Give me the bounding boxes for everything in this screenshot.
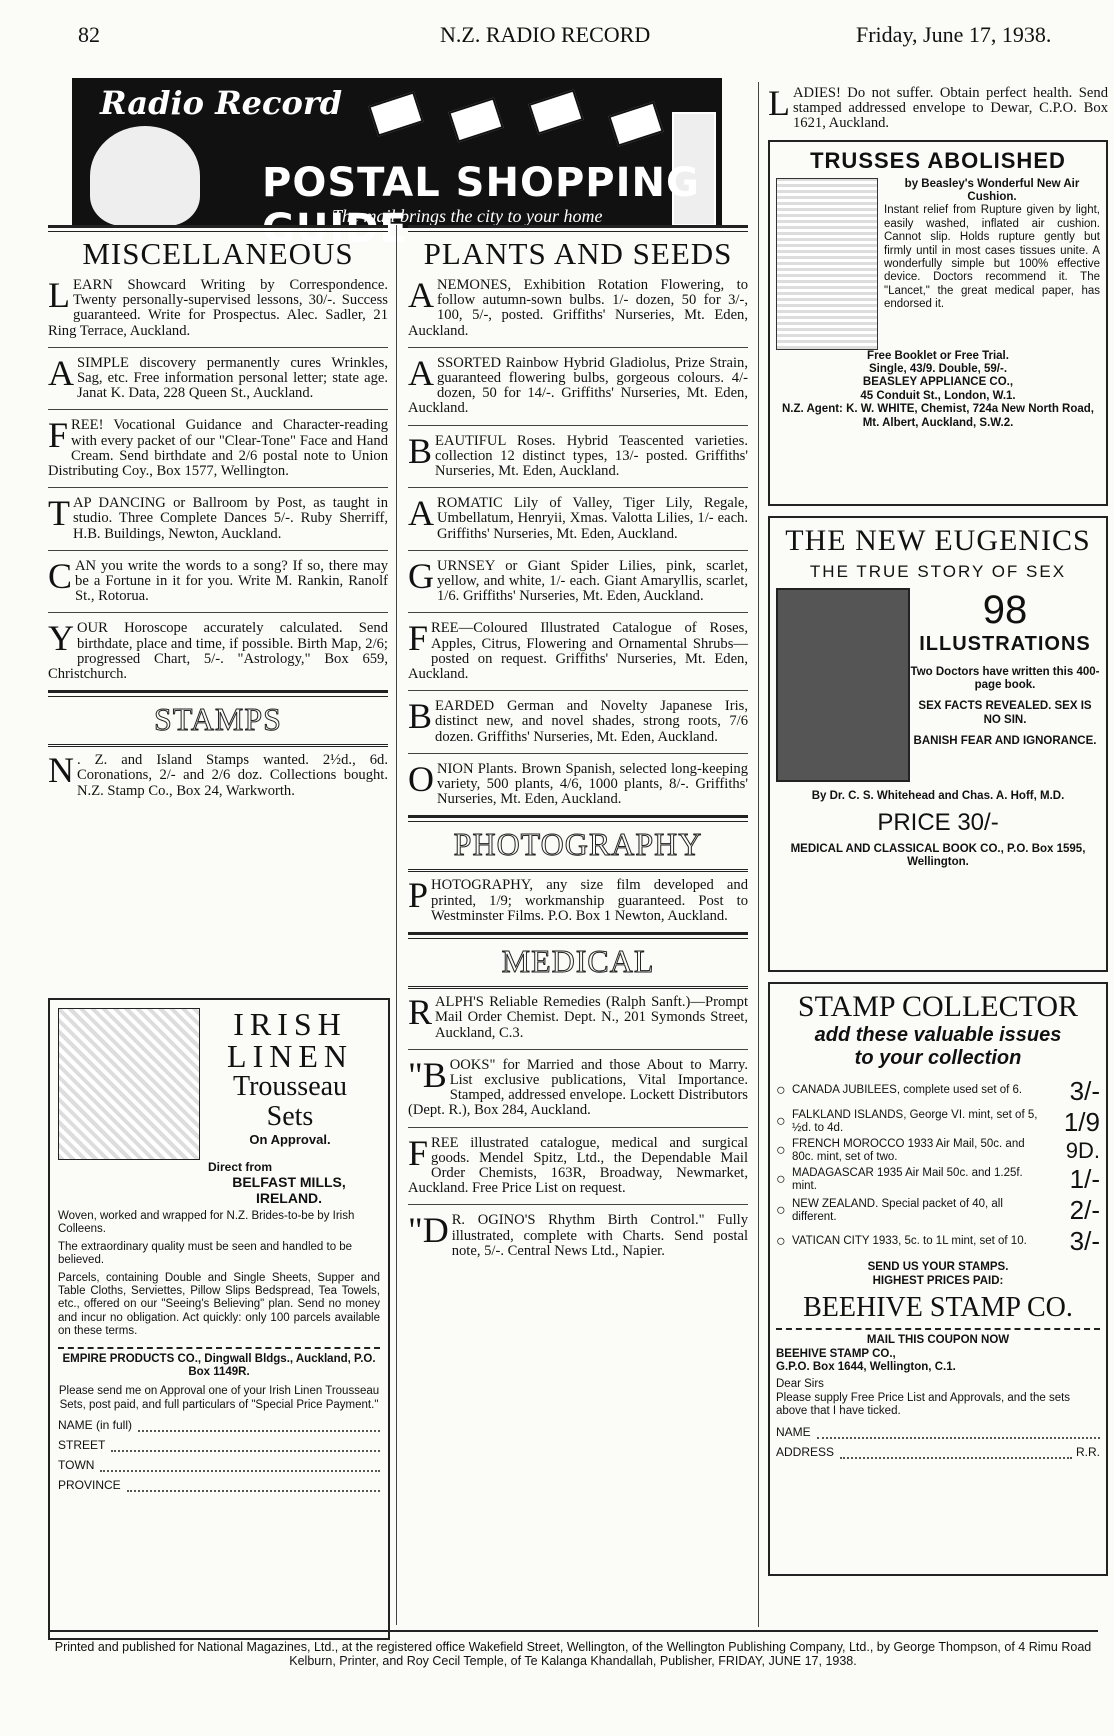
classified-ad: FREE illustrated catalogue, medical and surgical goods. Mendel Spitz, Ltd., the Dependable Mail Order Chemists, 163R, Broadway, Newmarket, Auckland. Free Price List on request. — [408, 1132, 748, 1197]
address-field[interactable]: ADDRESS R.R. — [776, 1444, 1100, 1459]
trusses-ad — [768, 140, 1108, 506]
classified-ad: CAN you write the words to a song? If so, there may be a Fortune in it for you. Write M. Rankin, Ranolf St., Rotorua. — [48, 555, 388, 605]
page-number: 82 — [78, 22, 100, 47]
classified-ad: AROMATIC Lily of Valley, Tiger Lily, Regale, Umbellatum, Henryii, Xmas. Valotta Lilies, 1/- each. Griffiths' Nurseries, Mt. Eden, Auckland. — [408, 493, 748, 542]
classified-ad: BEAUTIFUL Roses. Hybrid Teascented varieties. collection 12 distinct types, 13/- posted. Griffiths' Nurseries, Mt. Eden, Auckland. — [408, 430, 748, 480]
coupon-address-2: G.P.O. Box 1644, Wellington, C.1. — [776, 1361, 956, 1374]
eugenics-price: PRICE 30/- — [877, 809, 999, 837]
linen-para: Woven, worked and wrapped for N.Z. Brides-to-be by Irish Colleens. — [58, 1210, 355, 1236]
classified-ad: TAP DANCING or Ballroom by Post, as taught in studio. Three Complete Dances 5/-. Ruby Sherriff, H.B. Buildings, Newton, Auckland. — [48, 493, 388, 542]
classified-ad: LADIES! Do not suffer. Obtain perfect health. Send stamped addressed envelope to Dewar, C.P.O. Box 1621, Auckland. — [768, 83, 1108, 132]
trusses-address: 45 Conduit St., London, W.1. — [860, 389, 1016, 402]
section-heading-misc: MISCELLANEOUS — [82, 236, 354, 271]
coupon-heading: MAIL THIS COUPON NOW — [866, 1334, 1010, 1347]
classified-ad: "BOOKS" for Married and those About to Marry. List exclusive publications, Vital Importance. Stamped, addressed envelope. Lockett Distributors (Dept. R.), Box 284, Auckland. — [408, 1054, 748, 1119]
trusses-price: Single, 43/9. Double, 59/-. — [868, 363, 1008, 376]
banner-title: POSTAL SHOPPING GUIDE — [262, 160, 700, 252]
title-linen: LINEN — [227, 1038, 353, 1074]
eugenics-number: 98 — [982, 587, 1028, 632]
classified-ad: FREE! Vocational Guidance and Character-reading with every packet of our "Clear-Tone" Face and Hand Cream. Send birthdate and 2/6 postal note to Union Distributing Coy., Box 1577, Wellington. — [48, 415, 388, 480]
banner-brand: Radio Record — [100, 84, 343, 122]
irish-linen-ad — [48, 998, 390, 1640]
coupon-salutation: Dear Sirs — [776, 1378, 824, 1391]
book-illustration — [776, 588, 910, 782]
town-field[interactable]: TOWN — [58, 1458, 380, 1472]
stamp-item[interactable]: ○ VATICAN CITY 1933, 5c. to 1L mint, set of 10. 3/- — [776, 1226, 1100, 1257]
highest-prices: HIGHEST PRICES PAID: — [872, 1274, 1004, 1287]
trusses-body: Instant relief from Rupture given by light, easily washed, inflated air cushion. Cannot slip. Holds rupture gently but firmly until in most cases tissues unite. A wonderfully simple but 100% effective device. Doctors recommend it. The "Lancet," the great medical paper, has endorsed it. — [884, 204, 1100, 311]
coupon-request: Please send me on Approval one of your Irish Linen Trousseau Sets, post paid, and full particulars of "Special Price Payment." — [58, 1385, 380, 1411]
woman-illustration — [90, 126, 200, 226]
classified-ad: FREE—Coloured Illustrated Catalogue of Roses, Apples, Citrus, Flowering and Ornamental Shrubs—posted on request. Griffiths' Nurseries, Mt. Eden, Auckland. — [408, 618, 748, 683]
printer-imprint: Printed and published for National Magazines, Ltd., at the registered office Wakefield Street, Wellington, of the Wellington Publishing Company, Ltd., by George Thompson, of 4 Rimu Road Kelburn, Printer, and Roy Cecil Temple, of Te Kalanga Khandallah, Publisher, FRIDAY, JUNE 17, 1938. — [54, 1640, 1092, 1668]
beehive-company: BEEHIVE STAMP CO. — [803, 1292, 1073, 1324]
eugenics-title: THE NEW EUGENICS — [785, 523, 1091, 557]
trusses-sub: by Beasley's Wonderful New Air Cushion. — [904, 177, 1080, 204]
origin-text: BELFAST MILLS, IRELAND. — [232, 1174, 346, 1206]
stamp-item[interactable]: ○ MADAGASCAR 1935 Air Mail 50c. and 1.25f. mint. 1/- — [776, 1164, 1100, 1195]
column-1 — [48, 225, 388, 807]
hand-illustration — [776, 178, 878, 350]
title-trousseau: Trousseau — [232, 1071, 348, 1102]
publication-name: N.Z. RADIO RECORD — [440, 22, 651, 47]
province-field[interactable]: PROVINCE — [58, 1478, 380, 1492]
eugenics-ad — [768, 516, 1108, 972]
eugenics-publisher: MEDICAL AND CLASSICAL BOOK CO., P.O. Box 1595, Wellington. — [790, 843, 1086, 869]
page-header — [0, 0, 1114, 50]
column-2 — [408, 225, 748, 1267]
envelope-icon — [448, 97, 504, 142]
classified-ad: BEARDED German and Novelty Japanese Iris, distinct new, and novel shades, strong roots, 7/6 dozen. Griffiths' Nurseries, Mt. Eden, Auckland. — [408, 696, 748, 745]
classified-ad: "D R. OGINO'S Rhythm Birth Control." Fully illustrated, complete with Charts. Send postal note, 5/-. Central News Ltd., Napier. — [408, 1210, 748, 1259]
envelope-icon — [368, 91, 424, 136]
classified-ad: ANEMONES, Exhibition Rotation Flowering, to follow autumn-sown bulbs. 1/- dozen, 50 for 3/-, 100, 5/-, posted. Griffiths' Nurseries, Mt. Eden, Auckland. — [408, 275, 748, 339]
linen-illustration — [58, 1008, 200, 1160]
trusses-offer: Free Booklet or Free Trial. — [867, 349, 1009, 362]
company-address: EMPIRE PRODUCTS CO., Dingwall Bldgs., Auckland, P.O. Box 1149R. — [62, 1352, 376, 1379]
classified-ad: ASSORTED Rainbow Hybrid Gladiolus, Prize Strain, guaranteed flowering bulbs, gorgeous colours. 4/- dozen, 50 for 14/-. Griffiths' Nurseries, Mt. Eden, Auckland. — [408, 352, 748, 417]
banner-tagline: The mail brings the city to your home — [332, 206, 603, 226]
stamp-item[interactable]: ○ NEW ZEALAND. Special packet of 40, all different. 2/- — [776, 1195, 1100, 1226]
send-stamps: SEND US YOUR STAMPS. — [867, 1261, 1009, 1274]
issue-date: Friday, June 17, 1938. — [856, 22, 1052, 47]
name-field[interactable]: NAME — [776, 1425, 1100, 1439]
postal-shopping-banner — [72, 78, 722, 252]
section-heading-photography: PHOTOGRAPHY — [453, 826, 703, 863]
eugenics-authors: By Dr. C. S. Whitehead and Chas. A. Hoff, M.D. — [811, 789, 1065, 802]
classified-ad: RALPH'S Reliable Remedies (Ralph Sanft.)—Prompt Mail Order Chemist. Dept. N., 201 Symonds Street, Auckland, C.3. — [408, 992, 748, 1041]
title-irish: IRISH — [233, 1006, 347, 1042]
approval-text: On Approval. — [249, 1132, 331, 1147]
section-heading-medical: MEDICAL — [501, 943, 655, 980]
stamp-collector-title: STAMP COLLECTOR — [797, 989, 1079, 1023]
column-3 — [768, 82, 1108, 1576]
direct-text: Direct from — [208, 1160, 273, 1174]
classified-ad: GURNSEY or Giant Spider Lilies, pink, scarlet, yellow, and white, 1/- each. Giant Amaryllis, scarlet, 1/6. Griffiths' Nurseries, Mt. Eden, Auckland. — [408, 555, 748, 605]
classified-ad: A SIMPLE discovery permanently cures Wrinkles, Sag, etc. Free information personal letter; state age. Janat K. Data, 228 Queen St., Auckland. — [48, 352, 388, 402]
eugenics-banish: BANISH FEAR AND IGNORANCE. — [913, 735, 1097, 748]
stamp-item[interactable]: ○ CANADA JUBILEES, complete used set of 6. 3/- — [776, 1075, 1100, 1106]
trusses-agent: N.Z. Agent: K. W. WHITE, Chemist, 724a New North Road, Mt. Albert, Auckland, S.W.2. — [781, 403, 1095, 429]
stamp-item[interactable]: ○ FALKLAND ISLANDS, George VI. mint, set of 5, ½d. to 4d. 1/9 — [776, 1106, 1100, 1137]
classified-ad: LEARN Showcard Writing by Correspondence. Twenty personally-supervised lessons, 30/-. Success guaranteed. Write for Prospectus. Alec. Sadler, 21 Ring Terrace, Auckland. — [48, 275, 388, 339]
coupon-address-1: BEEHIVE STAMP CO., — [776, 1347, 896, 1360]
eugenics-doctors: Two Doctors have written this 400-page book. — [910, 665, 1100, 692]
stamp-item[interactable]: ○ FRENCH MOROCCO 1933 Air Mail, 50c. and 80c. mint, set of two. 9D. — [776, 1137, 1100, 1164]
classified-ad: YOUR Horoscope accurately calculated. Send birthdate, place and time, if possible. Birth Map, 2/6; progressed Chart, 5/-. "Astrology," Box 659, Christchurch. — [48, 618, 388, 683]
stamp-collector-ad — [768, 982, 1108, 1576]
eugenics-facts: SEX FACTS REVEALED. SEX IS NO SIN. — [918, 700, 1092, 726]
classified-ad: ONION Plants. Brown Spanish, selected long-keeping variety, 500 plants, 4/6, 1000 plants, 8/-. Griffiths' Nurseries, Mt. Eden, Auckland. — [408, 758, 748, 808]
trusses-company: BEASLEY APPLIANCE CO., — [862, 376, 1014, 389]
section-heading-stamps: STAMPS — [154, 701, 282, 738]
coupon-request: Please supply Free Price List and Approvals, and the sets above that I have ticked. — [776, 1391, 1071, 1418]
eugenics-illustrations: ILLUSTRATIONS — [919, 632, 1091, 655]
envelope-icon — [608, 101, 664, 146]
stamp-collector-sub1: add these valuable issues — [814, 1023, 1062, 1046]
stamp-collector-sub2: to your collection — [854, 1046, 1022, 1069]
linen-para: Parcels, containing Double and Single Sheets, Supper and Table Cloths, Serviettes, Pillow Slips Bedspread, Tea Towels, etc., offered on our "Seeing's Believing" plan. Send no money and incur no obligation. Act quickly: only 100 parcels available on these terms. — [58, 1271, 380, 1338]
envelope-icon — [528, 89, 584, 134]
trusses-title: TRUSSES ABOLISHED — [810, 147, 1066, 173]
section-heading-plants: PLANTS AND SEEDS — [423, 236, 733, 271]
eugenics-sub: THE TRUE STORY OF SEX — [809, 561, 1067, 581]
title-sets: Sets — [266, 1101, 314, 1132]
classified-ad: PHOTOGRAPHY, any size film developed and printed, 1/9; workmanship guaranteed. Post to Westminster Films. P.O. Box 1 Newton, Auckland. — [408, 875, 748, 924]
classified-ad: N . Z. and Island Stamps wanted. 2½d., 6d. Coronations, 2/- and 2/6 doz. Collections bought. N.Z. Stamp Co., Box 24, Warkworth. — [48, 750, 388, 799]
linen-para: The extraordinary quality must be seen and handled to be believed. — [58, 1240, 353, 1267]
street-field[interactable]: STREET — [58, 1438, 380, 1452]
name-field[interactable]: NAME (in full) — [58, 1418, 380, 1432]
